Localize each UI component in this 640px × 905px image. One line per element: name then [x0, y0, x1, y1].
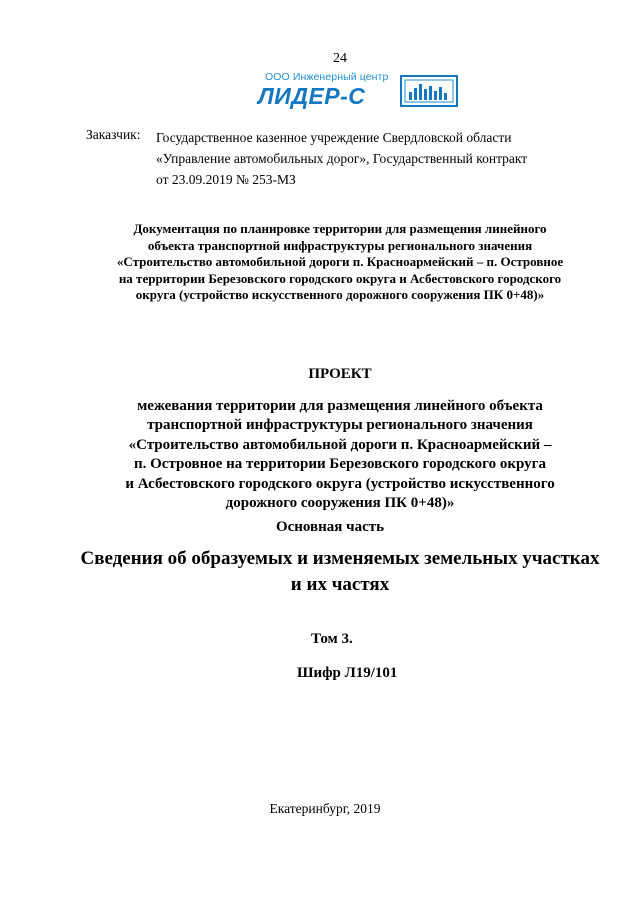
project-purpose — [80, 397, 600, 513]
documentation-line: Документация по планировке территории для размещения линейного — [133, 221, 547, 236]
documentation-line: объекта транспортной инфраструктуры регионального значения — [147, 237, 533, 253]
project-heading: ПРОЕКТ — [308, 366, 372, 382]
purpose-line: «Строительство автомобильной дороги п. Красноармейский – — [128, 436, 552, 453]
customer-details — [156, 127, 594, 190]
section-title-line: Сведения об образуемых и изменяемых земельных участках — [80, 548, 600, 569]
city-year: Екатеринбург, 2019 — [269, 801, 381, 816]
part-heading: Основная часть — [275, 519, 385, 535]
purpose-line: транспортной инфраструктуры регионального значения — [147, 417, 533, 434]
customer-label: Заказчик: — [86, 127, 141, 142]
purpose-line: и Асбестовского городского округа (устройство искусственного — [125, 475, 555, 492]
customer-line: от 23.09.2019 № 253-МЗ — [156, 172, 296, 187]
purpose-line: межевания территории для размещения линейного объекта — [137, 398, 543, 414]
document-code: Шифр Л19/101 — [297, 665, 398, 681]
documentation-title — [80, 221, 600, 304]
documentation-line: округа (устройство искусственного дорожного сооружения ПК 0+48)» — [135, 287, 545, 303]
page-number: 24 — [333, 51, 347, 66]
logo-buildings-icon — [400, 75, 458, 107]
purpose-line: п. Островное на территории Березовского городского округа — [134, 456, 546, 473]
purpose-line: дорожного сооружения ПК 0+48)» — [225, 495, 455, 512]
section-title — [60, 546, 620, 598]
customer-line: Государственное казенное учреждение Свердловской области — [156, 130, 512, 145]
section-title-line: и их частях — [290, 574, 390, 595]
company-logo — [258, 71, 464, 109]
documentation-line: на территории Березовского городского округа и Асбестовского городского — [118, 270, 562, 286]
volume-label: Том 3. — [311, 631, 353, 647]
documentation-line: «Строительство автомобильной дороги п. Красноармейский – п. Островное — [116, 254, 564, 270]
logo-brand-name: ЛИДЕР-С — [258, 83, 366, 109]
logo-company-name: ООО Инженерный центр — [265, 71, 389, 83]
customer-line: «Управление автомобильных дорог», Государственный контракт — [156, 151, 528, 166]
